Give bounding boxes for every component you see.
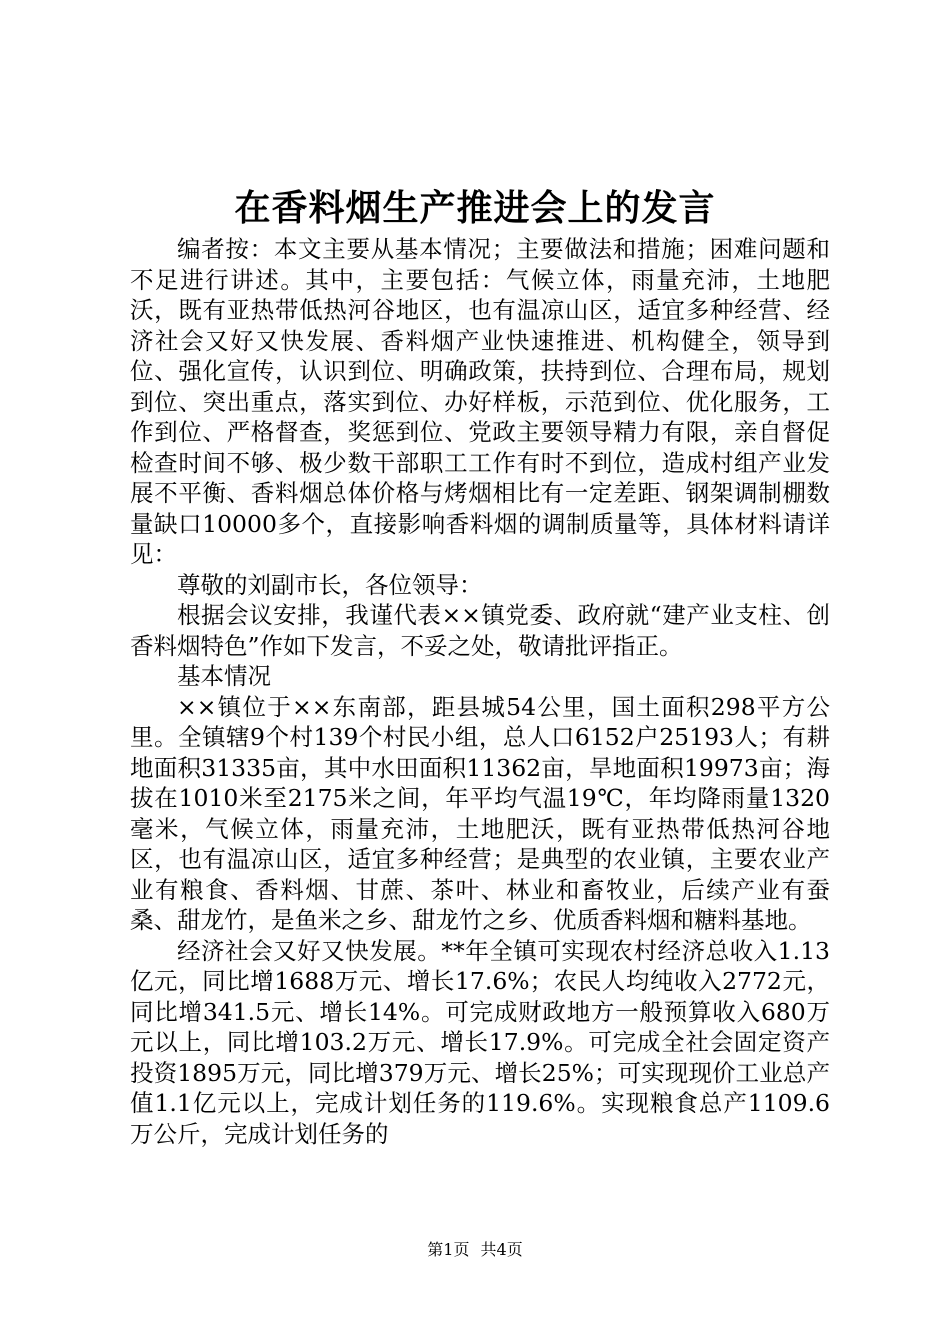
document-body (130, 234, 830, 1149)
basic-info-paragraph: ××镇位于××东南部，距县城54公里，国土面积298平方公里。全镇辖9个村139个村民小组，总人口6152户25193人；有耕地面积31335亩，其中水田面积11362亩，旱地面积19973亩；海拔在1010米至2175米之间，年平均气温19℃，年均降雨量1320毫米，气候立体，雨量充沛，土地肥沃，既有亚热带低热河谷地区，也有温凉山区，适宜多种经营；是典型的农业镇，主要农业产业有粮食、香料烟、甘蔗、茶叶、林业和畜牧业，后续产业有蚕桑、甜龙竹，是鱼米之乡、甜龙竹之乡、优质香料烟和糖料基地。 (130, 692, 830, 934)
page-number-footer: 第1页 共4页 (427, 1240, 523, 1259)
economy-paragraph: 经济社会又好又快发展。**年全镇可实现农村经济总收入1.13亿元，同比增1688万元、增长17.6%；农民人均纯收入2772元，同比增341.5元、增长14%。可完成财政地方一般预算收入680万元以上，同比增103.2万元、增长17.9%。可完成全社会固定资产投资1895万元，同比增379万元、增长25%；可实现现价工业总产值1.1亿元以上，完成计划任务的119.6%。实现粮食总产1109.6万公斤，完成计划任务的 (130, 936, 830, 1148)
document-title: 在香料烟生产推进会上的发言 (234, 187, 716, 229)
editor-note-paragraph: 编者按：本文主要从基本情况；主要做法和措施；困难问题和不足进行讲述。其中，主要包括：气候立体，雨量充沛，土地肥沃，既有亚热带低热河谷地区，也有温凉山区，适宜多种经营、经济社会又好又快发展、香料烟产业快速推进、机构健全，领导到位、强化宣传，认识到位、明确政策，扶持到位、合理布局，规划到位、突出重点，落实到位、办好样板，示范到位、优化服务，工作到位、严格督查，奖惩到位、党政主要领导精力有限，亲自督促检查时间不够、极少数干部职工工作有时不到位，造成村组产业发展不平衡、香料烟总体价格与烤烟相比有一定差距、钢架调制棚数量缺口10000多个，直接影响香料烟的调制质量等，具体材料请详见： (130, 235, 830, 568)
salutation-paragraph: 尊敬的刘副市长，各位领导： (177, 570, 483, 599)
intro-paragraph: 根据会议安排，我谨代表××镇党委、政府就“建产业支柱、创香料烟特色”作如下发言，不妥之处，敬请批评指正。 (130, 601, 830, 660)
section-heading-basic-info: 基本情况 (177, 662, 271, 690)
